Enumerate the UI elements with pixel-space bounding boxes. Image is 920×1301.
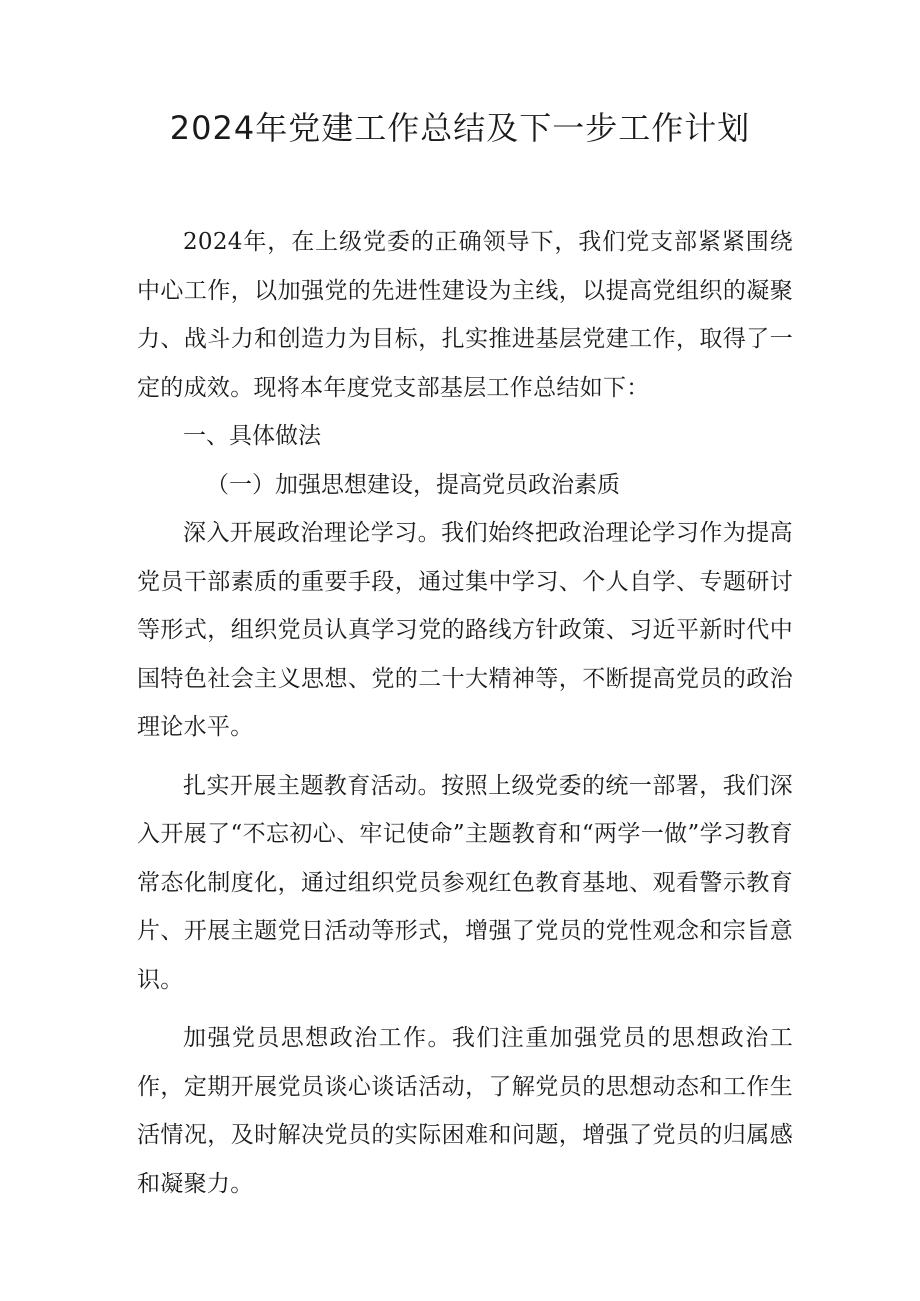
intro-paragraph: 2024年，在上级党委的正确领导下，我们党支部紧紧围绕中心工作，以加强党的先进性建设为主线，以提高党组织的凝聚力、战斗力和创造力为目标，扎实推进基层党建工作，取得了一定的成效。现将本年度党支部基层工作总结如下：: [137, 229, 793, 401]
document-title: 2024年党建工作总结及下一步工作计划: [169, 109, 751, 147]
subsection-heading: （一）加强思想建设，提高党员政治素质: [206, 471, 620, 498]
section-heading: 一、具体做法: [183, 423, 321, 449]
body-paragraph: 扎实开展主题教育活动。按照上级党委的统一部署，我们深入开展了“不忘初心、牢记使命”主题教育和“两学一做”学习教育常态化制度化，通过组织党员参观红色教育基地、观看警示教育片、开展主题党日活动等形式，增强了党员的党性观念和宗旨意识。: [137, 772, 793, 993]
body-paragraph: 加强党员思想政治工作。我们注重加强党员的思想政治工作，定期开展党员谈心谈话活动，了解党员的思想动态和工作生活情况，及时解决党员的实际困难和问题，增强了党员的归属感和凝聚力。: [137, 1025, 793, 1197]
document-body: [137, 218, 793, 1208]
body-paragraph: 深入开展政治理论学习。我们始终把政治理论学习作为提高党员干部素质的重要手段，通过集中学习、个人自学、专题研讨等形式，组织党员认真学习党的路线方针政策、习近平新时代中国特色社会主义思想、党的二十大精神等，不断提高党员的政治理论水平。: [137, 520, 793, 740]
